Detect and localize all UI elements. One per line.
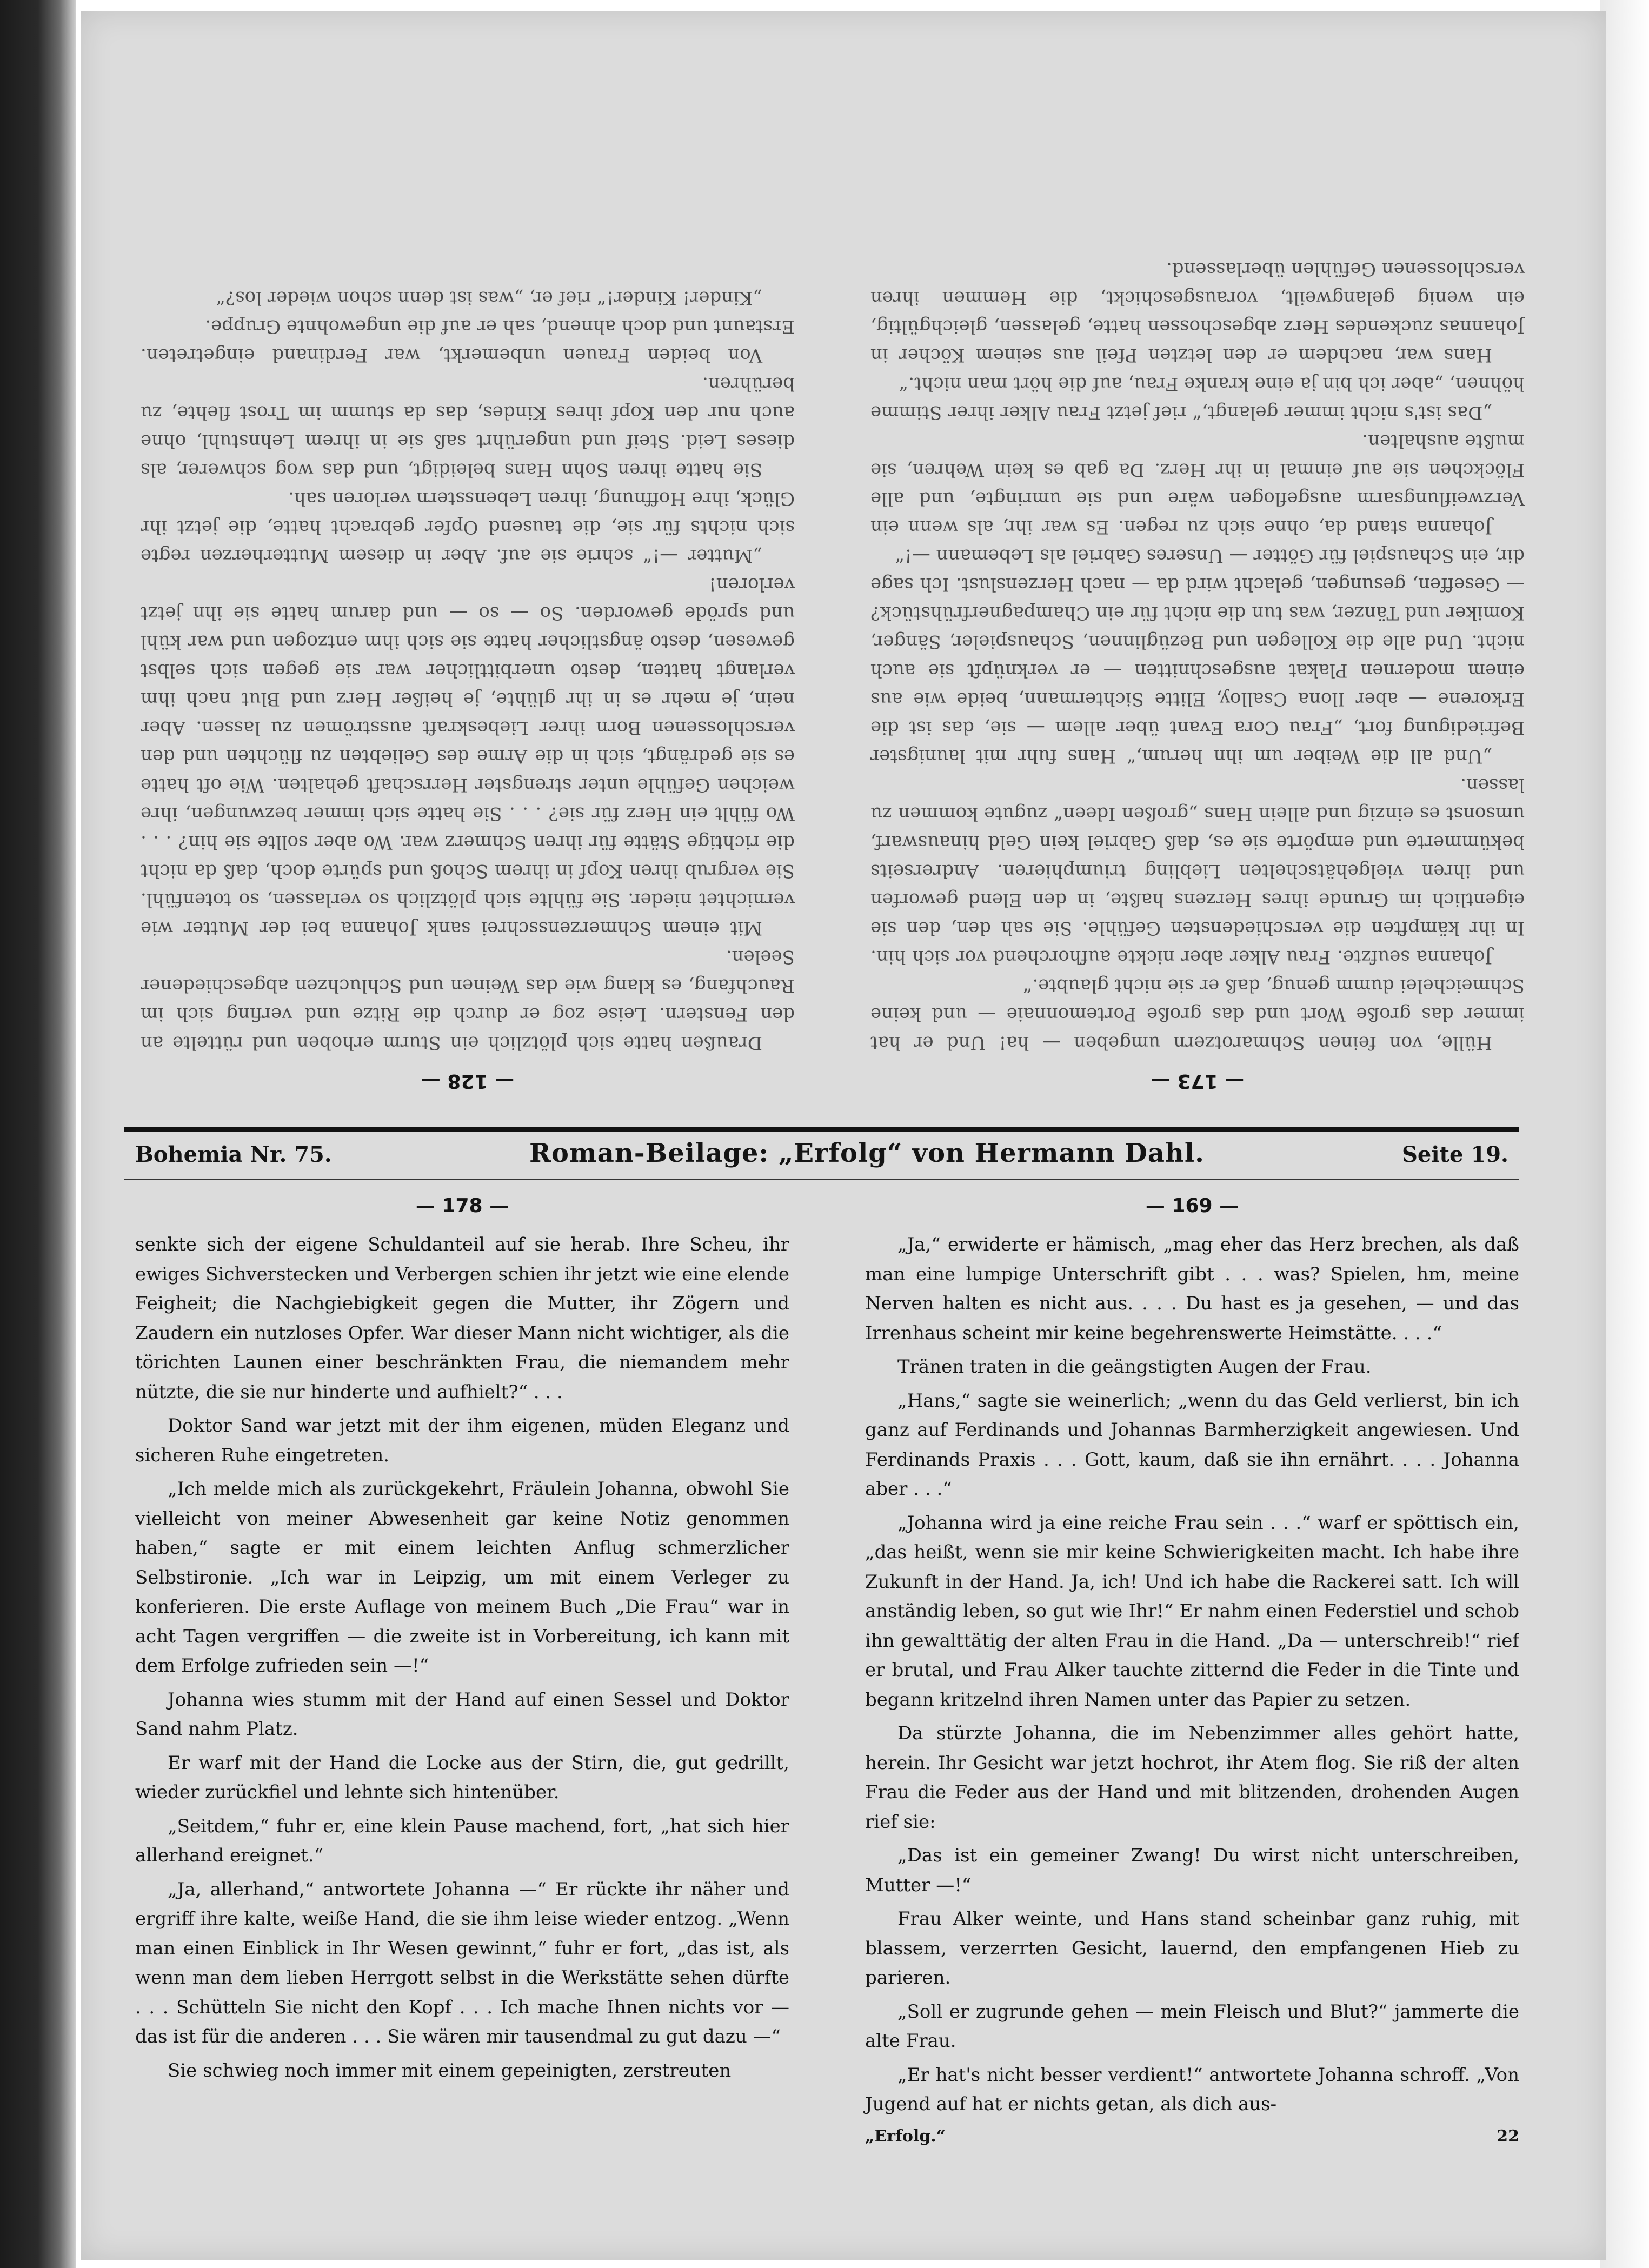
upper-right-page-number: — 128 — bbox=[421, 1070, 515, 1092]
supplement-title: Roman-Beilage: „Erfolg“ von Hermann Dahl. bbox=[529, 1138, 1205, 1168]
paragraph: „Ja,“ erwiderte er hämisch, „mag eher das Herz brechen, als daß man eine lumpige Unterschrift gibt . . . was? Spielen, hm, meine Nerven halten es nicht aus. . . . Du hast es ja gesehen, — und das Irrenhaus scheint mir keine begehrenswerte Heimstätte. . . .“ bbox=[865, 1234, 1519, 1344]
lower-left-page-number: — 178 — bbox=[415, 1195, 509, 1217]
page-label: Seite 19. bbox=[1402, 1142, 1508, 1167]
paragraph: Mit einem Schmerzensschrei sank Johanna bei der Mutter wie vernichtet nieder. Sie fühlte sich plötzlich so verlassen, so totenfühl. Sie vergrub ihren Kopf in ihrem Schoß und spürte doch, daß da nicht die richtige Stätte für ihren Schmerz war. Wo aber sollte sie hin? . . . Wo fühlt ein Herz für sie? . . . Sie hatte sich immer bezwungen, ihre weichen Gefühle unter strengster Herrschaft gehalten. Wie oft hatte es sie gedrängt, sich in die Arme des Geliebten zu flüchten und den verschlossenen Born ihrer Liebeskraft ausströmen zu lassen. Aber nein, je mehr es in ihr glühte, je heißer Herz und Blut nach ihm verlangt hatten, desto unerbittlicher war sie gegen sich selbst gewesen, desto ängstlicher hatte sie sich ihm entzogen und war kühl und spröde geworden. So — so — und darum hatte sie ihn jetzt verloren! bbox=[141, 574, 795, 939]
paragraph: Tränen traten in die geängstigten Augen der Frau. bbox=[897, 1356, 1372, 1378]
running-header bbox=[135, 1138, 1508, 1176]
paragraph: Da stürzte Johanna, die im Nebenzimmer alles gehört hatte, herein. Ihr Gesicht war jetzt hochrot, ihr Atem flog. Sie riß der alten Frau die Feder aus der Hand und mit blitzenden, drohenden Augen rief sie: bbox=[865, 1722, 1519, 1833]
lower-left-column bbox=[135, 1195, 789, 2238]
newspaper-page bbox=[81, 11, 1606, 2260]
paragraph: Johanna wies stumm mit der Hand auf einen Sessel und Doktor Sand nahm Platz. bbox=[135, 1688, 789, 1740]
paragraph: „Er hat's nicht besser verdient!“ antwortete Johanna schroff. „Von Jugend auf hat er nichts getan, als dich aus- bbox=[865, 2064, 1519, 2115]
header-rule-top bbox=[124, 1127, 1519, 1132]
paragraph: „Ja, allerhand,“ antwortete Johanna —“ Er rückte ihr näher und ergriff ihre kalte, weiße Hand, die sie ihm leise wieder entzog. „Wenn man einen Einblick in Ihr Wesen gewinnt,“ fuhr er fort, „das ist, als wenn man dem lieben Herrgott selbst in die Werkstätte sehen dürfte . . . Schütteln Sie nicht den Kopf . . . Ich mache Ihnen nichts vor — das ist für die anderen . . . Sie wären mir tausendmal zu gut dazu —“ bbox=[135, 1878, 789, 2047]
lower-left-text bbox=[135, 1230, 789, 2085]
signature-number: 22 bbox=[1497, 2126, 1519, 2146]
paragraph: „Das ist ein gemeiner Zwang! Du wirst nicht unterschreiben, Mutter —!“ bbox=[865, 1845, 1519, 1896]
column-footer bbox=[865, 2127, 1519, 2146]
paragraph: „Johanna wird ja eine reiche Frau sein . . .“ warf er spöttisch ein, „das heißt, wenn sie mir keine Schwierigkeiten macht. Ich habe ihre Zukunft in der Hand. Ja, ich! Und ich habe die Rackerei satt. Ich will anständig leben, so gut wie Ihr!“ Er nahm einen Federstiel und schob ihn gewalttätig der alten Frau in die Hand. „Da — unterschreib!“ rief er brutal, und Frau Alker tauchte zitternd die Feder in die Tinte und begann kritzelnd ihren Namen unter das Papier zu setzen. bbox=[865, 1512, 1519, 1711]
paragraph: senkte sich der eigene Schuldanteil auf sie herab. Ihre Scheu, ihr ewiges Sichverstecken und Verbergen schien ihr jetzt wie eine elende Feigheit; die Nachgiebigkeit gegen die Mutter, ihr Zögern und Zaudern ein nutzloses Opfer. War dieser Mann nicht wichtiger, als die törichten Launen einer beschränkten Frau, die niemandem mehr nützte, die sie nur hinderte und aufhielt?“ . . . bbox=[135, 1234, 789, 1403]
paragraph: Frau Alker weinte, und Hans stand scheinbar ganz ruhig, mit blassem, verzerrten Gesicht, lauernd, den empfangenen Hieb zu parieren. bbox=[865, 1908, 1519, 1988]
lower-right-text bbox=[865, 1230, 1519, 2119]
paragraph: „Und all die Weiber um ihn herum,“ Hans fuhr mit launigster Befriedigung fort, „Frau Cora Evant über allem — sie, das ist die Erkorene — aber Ilona Csalloy, Elitte Sichtermann, beide wie aus einem modernen Plakat ausgeschnitten — er verknüpft sie auch nicht. Und alle die Kollegen und Bezüglinnen, Schauspieler, Sänger, Komiker und Tänzer, was tun die nicht für ein Champagnerfrühstück? — Geseffen, gesungen, gelacht wird da — nach Herzenslust. Ich sage dir, ein Schauspiel für Götter — Unseres Gabriel als Lebemann —!“ bbox=[870, 545, 1525, 767]
upper-right-text bbox=[141, 283, 795, 1057]
upper-right-column bbox=[141, 108, 795, 1092]
upper-left-column bbox=[870, 108, 1525, 1092]
paragraph: Hans war, nachdem er den letzten Pfeil aus seinem Köcher in Johannas zuckendes Herz abgeschossen hatte, gelassen, gleichgültig, ein wenig gelangweilt, vorausgeschickt, die Hemmen ihren verschlossenen Gefühlen überlassend. bbox=[870, 258, 1525, 366]
lower-right-column bbox=[865, 1195, 1519, 2238]
header-rule-bottom bbox=[124, 1179, 1519, 1180]
paragraph: „Ich melde mich als zurückgekehrt, Fräulein Johanna, obwohl Sie vielleicht von meiner Abwesenheit gar keine Notiz genommen haben,“ sagte er mit einem leichten Anflug schmerzlicher Selbstironie. „Ich war in Leipzig, um mit einem Verleger zu konferieren. Die erste Auflage von meinem Buch „Die Frau“ war in acht Tagen vergriffen — die zweite ist in Vorbereitung, ich kann mit dem Erfolge zufrieden sein —!“ bbox=[135, 1478, 789, 1677]
upper-half-inverted bbox=[141, 108, 1525, 1092]
paragraph: Doktor Sand war jetzt mit der ihm eigenen, müden Eleganz und sicheren Ruhe eingetreten. bbox=[135, 1415, 789, 1466]
paragraph: „Das ist's nicht immer gelangt,“ rief jetzt Frau Alker ihrer Stimme höhnen, „aber ich bin ja eine kranke Frau, auf die hört man nicht.“ bbox=[870, 373, 1525, 423]
upper-left-page-number: — 173 — bbox=[1151, 1070, 1245, 1092]
paragraph: Er warf mit der Hand die Locke aus der Stirn, die, gut gedrillt, wieder zurückfiel und lehnte sich hintenüber. bbox=[135, 1752, 789, 1803]
paragraph: „Kinder! Kinder!“ rief er, „was ist denn schon wieder los?“ bbox=[216, 287, 762, 309]
footer-title: „Erfolg.“ bbox=[865, 2126, 946, 2146]
paragraph: Johanna seufzte. Frau Alker aber nickte aufhorchend vor sich hin. In ihr kämpften die verschiedensten Gefühle. Sie sah den, den sie eigentlich im Grunde ihres Herzens haßte, in den Elend geworfen und ihren vielgehätschelten Liebling triumphieren. Andrerseits bekümmerte und empörte sie es, daß Gabriel kein Geld hinauswarf, umsonst es einzig und allein Hans „großen Ideen“ zugute kommen zu lassen. bbox=[870, 774, 1525, 968]
paragraph: „Soll er zugrunde gehen — mein Fleisch und Blut?“ jammerte die alte Frau. bbox=[865, 2000, 1519, 2052]
paragraph: Von beiden Frauen unbemerkt, war Ferdinand eingetreten. Erstaunt und doch ahnend, sah er auf die ungewohnte Gruppe. bbox=[141, 316, 795, 366]
paragraph: Hülle, von feinen Schmarotzern umgeben — ha! Und er hat immer das große Wort und das große Portemonnaie — und keine Schmeichelei dumm genug, daß er sie nicht glaubte.“ bbox=[870, 975, 1525, 1054]
paragraph: „Hans,“ sagte sie weinerlich; „wenn du das Geld verlierst, bin ich ganz auf Ferdinands und Johannas Barmherzigkeit angewiesen. Und Ferdinands Praxis . . . Gott, kaum, daß sie ihn ernährt. . . . Johanna aber . . .“ bbox=[865, 1389, 1519, 1500]
paragraph: „Mutter —!“ schrie sie auf. Aber in diesem Mutterherzen regte sich nichts für sie, die tausend Opfer gebracht hatte, die jetzt ihr Glück, ihre Hoffnung, ihren Lebensstern verloren sah. bbox=[141, 488, 795, 567]
lower-right-page-number: — 169 — bbox=[1145, 1195, 1239, 1217]
paragraph: Sie schwieg noch immer mit einem gepeinigten, zerstreuten bbox=[168, 2059, 732, 2081]
upper-left-text bbox=[870, 255, 1525, 1057]
paragraph: „Seitdem,“ fuhr er, eine klein Pause machend, fort, „hat sich hier allerhand ereignet.“ bbox=[135, 1815, 789, 1866]
issue-label: Bohemia Nr. 75. bbox=[135, 1142, 332, 1167]
paragraph: Johanna stand da, ohne sich zu regen. Es war ihr, als wenn ein Verzweiflungsarm ausgeflogen wäre und sie umringte, und alle Flöckchen sie auf einmal in ihr Herz. Da gab es kein Wehren, sie mußte aushalten. bbox=[870, 430, 1525, 538]
lower-half bbox=[135, 1195, 1519, 2238]
paragraph: Draußen hatte sich plötzlich ein Sturm erhoben und rüttelte an den Fenstern. Leise zog er durch die Ritze und verfing sich im Rauchfang, es klang wie das Weinen und Schluchzen abgeschiedener Seelen. bbox=[141, 946, 795, 1054]
paragraph: Sie hatte ihren Sohn Hans beleidigt, und das wog schwerer, als dieses Leid. Steif und ungerührt saß sie in ihrem Lehnstuhl, ohne auch nur den Kopf ihres Kindes, das da stumm im Trost flehte, zu berühren. bbox=[141, 373, 795, 481]
scan-page-edge bbox=[1600, 0, 1649, 2268]
scan-binding-edge bbox=[0, 0, 76, 2268]
